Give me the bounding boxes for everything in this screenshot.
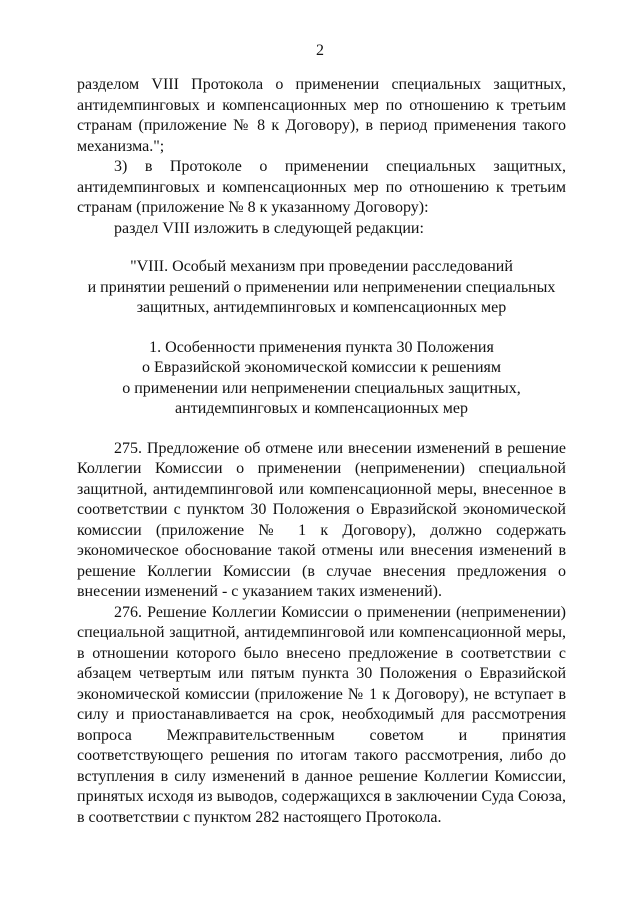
document-body xyxy=(77,75,566,828)
section-title-line: защитных, антидемпинговых и компенсационных мер xyxy=(136,299,507,316)
paragraph-item-3: 3) в Протоколе о применении специальных защитных, антидемпинговых и компенсационных мер по отношению к третьим странам (приложение № 8 к указанному Договору): xyxy=(77,158,566,216)
subsection-title-line: о Евразийской экономической комиссии к решениям xyxy=(141,359,502,376)
subsection-title-line: антидемпинговых и компенсационных мер xyxy=(175,400,468,417)
paragraph-276: 276. Решение Коллегии Комиссии о применении (неприменении) специальной защитной, антидемпинговой или компенсационной меры, в отношении которого было внесено предложение в соответствии с абзацем четвертым или пятым пункта 30 Положения о Евразийской экономической комиссии (приложение № 1 к Договору), не вступает в силу и приостанавливается на срок, необходимый для рассмотрения вопроса Межправительственным советом и принятия соответствующего решения по итогам такого рассмотрения, либо до вступления в силу изменений в данное решение Коллегии Комиссии, принятых исходя из выводов, содержащихся в заключении Суда Союза, в соответствии с пунктом 282 настоящего Протокола. xyxy=(77,603,566,826)
section-title-line: "VIII. Особый механизм при проведении расследований xyxy=(130,258,513,275)
section-title xyxy=(77,257,566,319)
paragraph-continuation: разделом VIII Протокола о применении специальных защитных, антидемпинговых и компенсационных мер по отношению к третьим странам (приложение № 8 к Договору), в период применения такого механизма."; xyxy=(77,76,566,155)
paragraph-275: 275. Предложение об отмене или внесении изменений в решение Коллегии Комиссии о применении (неприменении) специальной защитной, антидемпинговой или компенсационной меры, внесенное в соответствии с пунктом 30 Положения о Евразийской экономической комиссии (приложение № 1 к Договору), должно содержать экономическое обоснование такой отмены или внесения изменений в решение Коллегии Комиссии (в случае внесения предложения о внесении изменений - с указанием таких изменений). xyxy=(77,439,566,600)
subsection-title-line: о применении или неприменении специальных защитных, xyxy=(122,379,521,397)
section-title-line: и принятии решений о применении или неприменении специальных xyxy=(87,278,556,296)
subsection-title-line: 1. Особенности применения пункта 30 Положения xyxy=(149,338,494,356)
page-number: 2 xyxy=(316,42,324,59)
subsection-title xyxy=(77,338,566,420)
paragraph-instruction: раздел VIII изложить в следующей редакции: xyxy=(114,219,424,237)
